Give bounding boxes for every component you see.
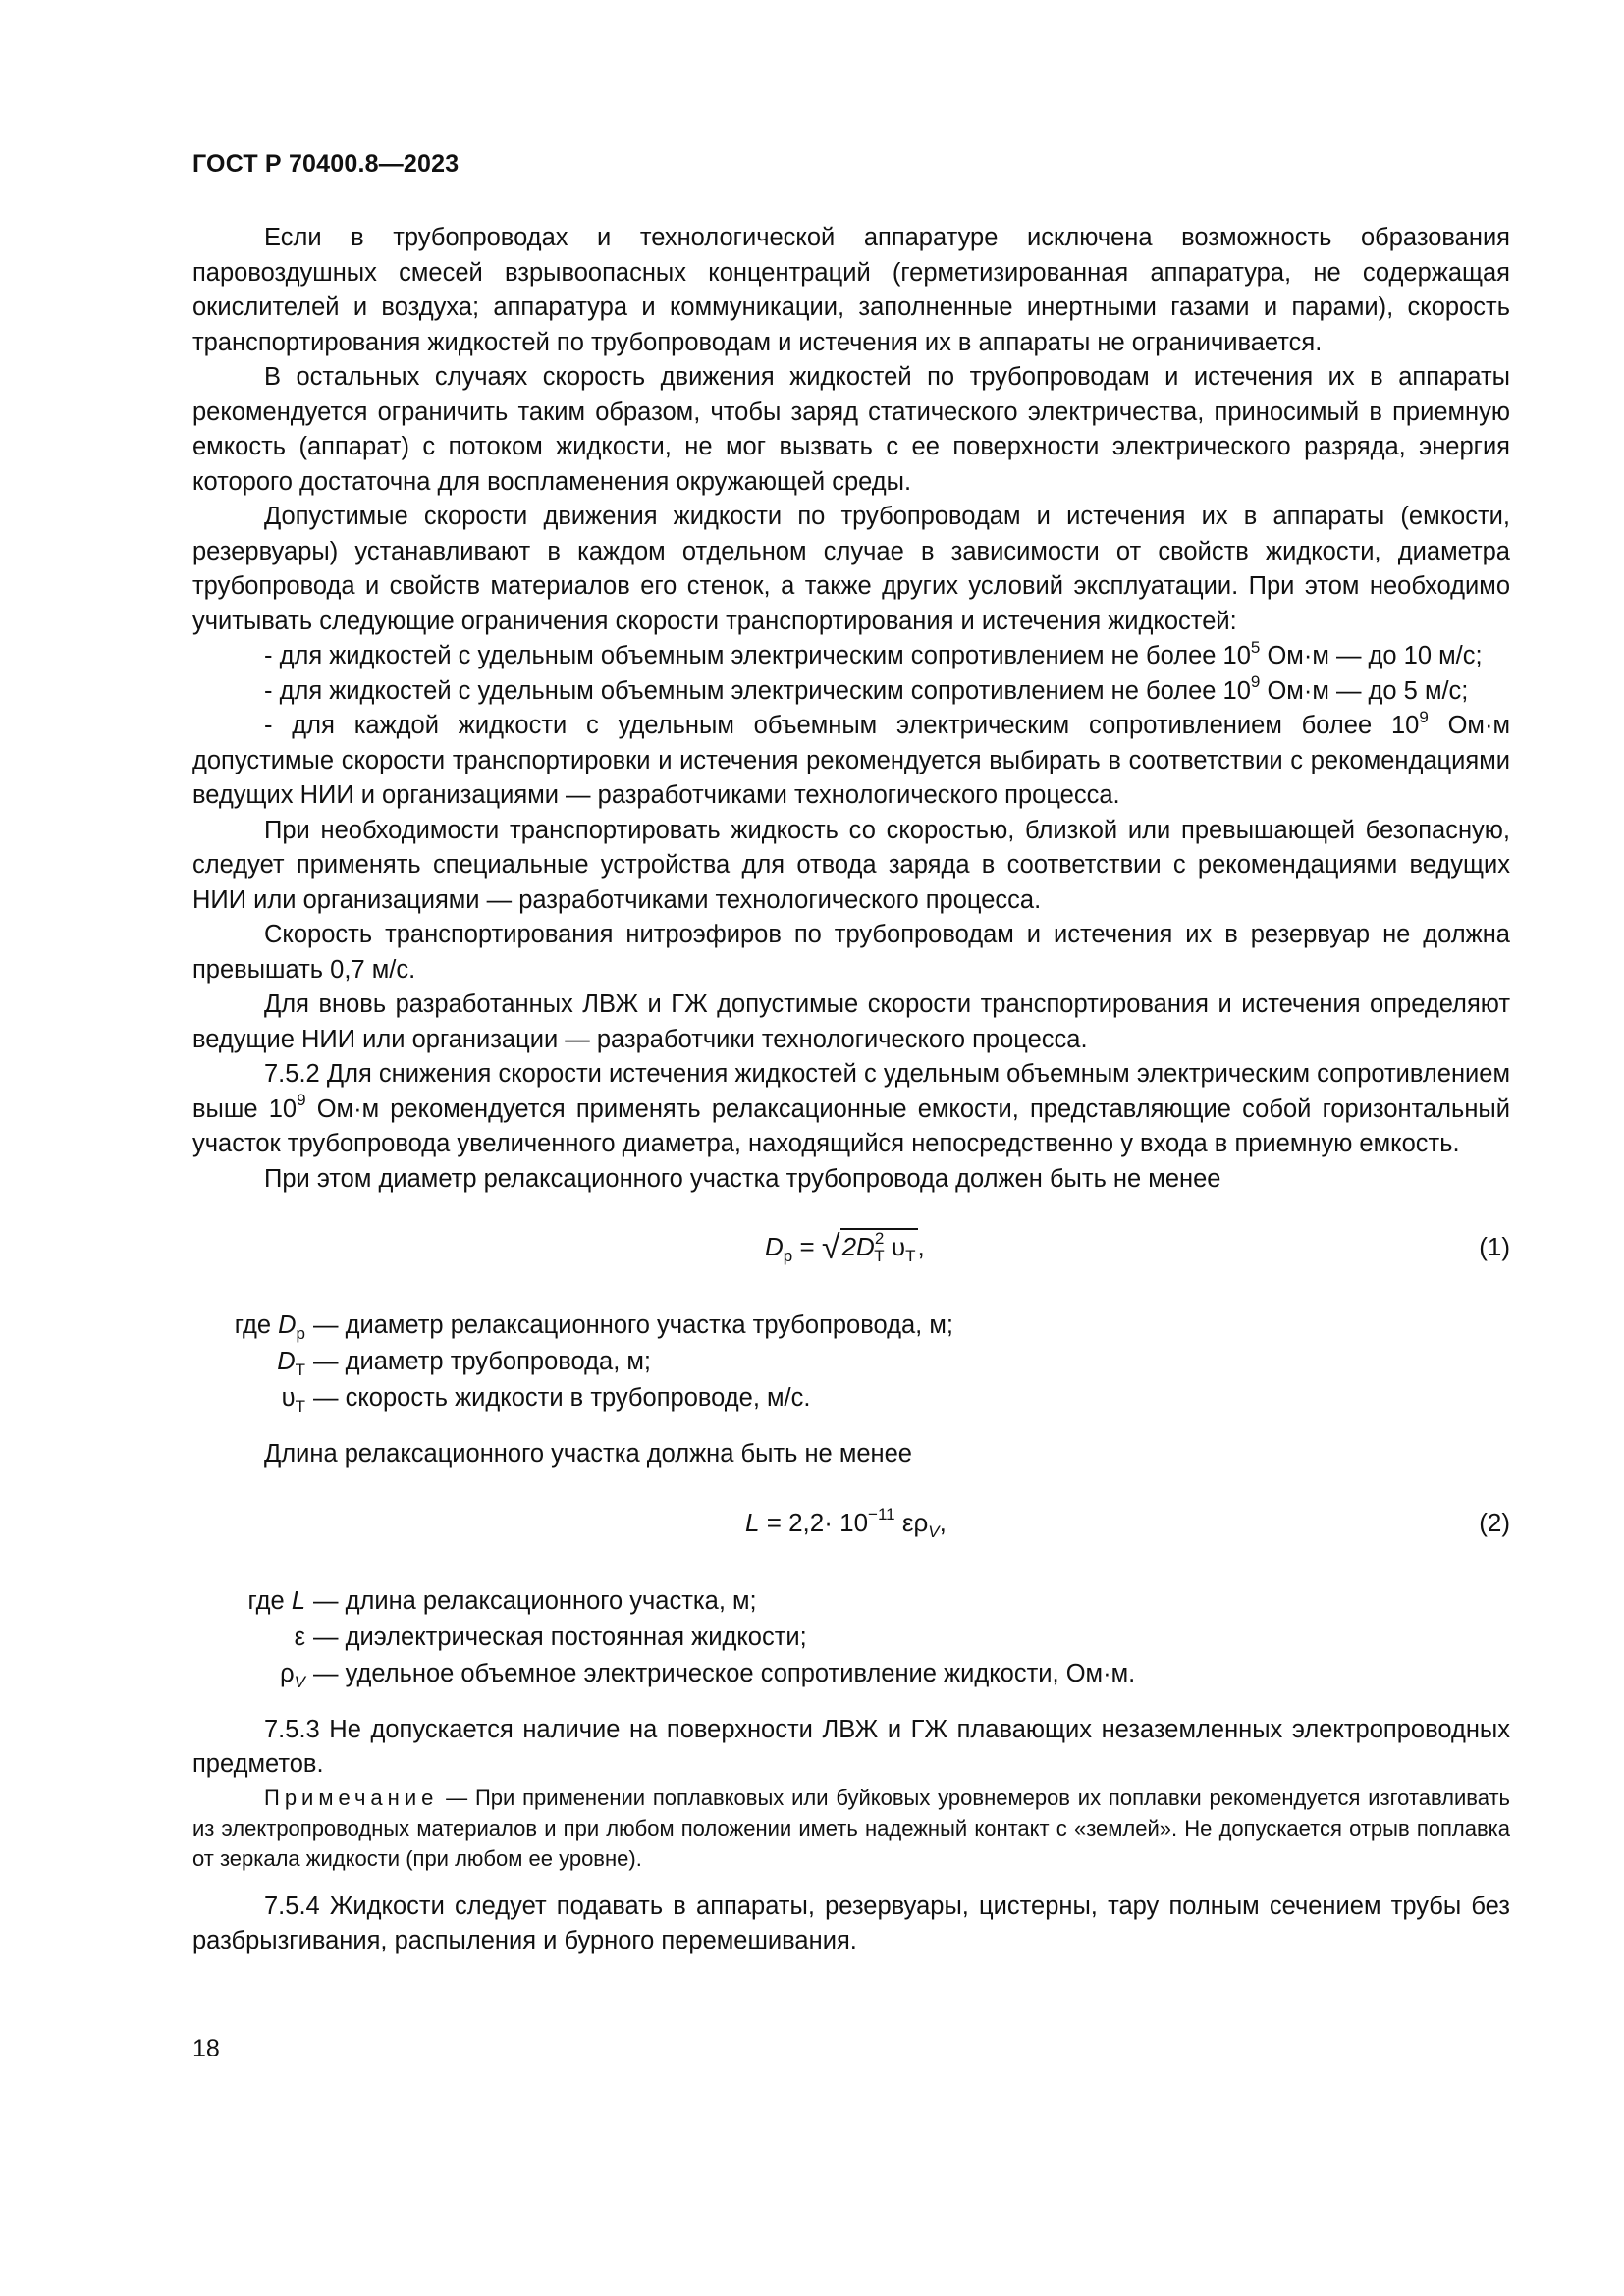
note (192, 1783, 1510, 1874)
paragraph: Допустимые скорости движения жидкости по трубопроводам и истечения их в аппараты (емкости, резервуары) устанавливают в каждом отдельном случае в зависимости от свойств жидкости, диаметра трубопровода и свойств материалов его стенок, а также других условий эксплуатации. При этом необходимо учитывать следующие ограничения скорости транспортирования и истечения жидкостей: (192, 503, 1510, 635)
formula-1 (192, 1218, 1510, 1289)
formula-operator: = 2,2· 10 (759, 1507, 869, 1537)
square-root-icon: √ (821, 1229, 840, 1266)
definitions-list-1 (192, 1308, 1510, 1417)
symbol-subscript: Т (295, 1397, 305, 1416)
formula-superscript: 2 (874, 1229, 885, 1249)
definition-symbol (192, 1657, 305, 1692)
formula-symbol: L (745, 1507, 760, 1537)
formula-number: (1) (1479, 1232, 1510, 1261)
definition-text: — удельное объемное электрическое сопротивление жидкости, Ом·м. (313, 1659, 1136, 1687)
symbol: D (277, 1348, 296, 1375)
formula-symbol: ερ (894, 1507, 929, 1537)
formula-operator: = (792, 1232, 822, 1261)
definition-row (192, 1345, 1510, 1381)
definition-row (192, 1621, 1510, 1657)
symbol-subscript (295, 1673, 305, 1691)
symbol: ρ (280, 1659, 295, 1687)
formula-subscript: Т (874, 1247, 885, 1266)
symbol-subscript: Т (295, 1361, 305, 1380)
document-header: ГОСТ Р 70400.8—2023 (192, 150, 460, 178)
symbol: ε (294, 1623, 305, 1651)
exponent: 9 (297, 1091, 306, 1109)
main-text (192, 221, 1510, 1959)
definition-text: — диаметр трубопровода, м; (313, 1348, 652, 1375)
definition-text: — длина релаксационного участка, м; (313, 1586, 757, 1615)
list-item (192, 709, 1510, 814)
definition-symbol (192, 1308, 305, 1344)
symbol: D (278, 1311, 297, 1339)
list-item (192, 639, 1510, 674)
list-item (192, 674, 1510, 710)
symbol-subscript: р (296, 1324, 305, 1344)
formula-symbol: υ (884, 1232, 906, 1261)
symbol: L (291, 1586, 305, 1615)
section-text-end: Ом·м рекомендуется применять релаксационные емкости, представляющие собой горизонтальный участок трубопровода увеличенного диаметра, находящийся непосредственно у входа в приемную емкость. (192, 1095, 1510, 1157)
definition-prefix: где (234, 1311, 279, 1339)
definition-text: — диэлектрическая постоянная жидкости; (313, 1623, 807, 1651)
paragraph: Скорость транспортирования нитроэфиров по трубопроводам и истечения их в резервуар не должна превышать 0,7 м/с. (192, 921, 1510, 984)
list-item-text-start: - для жидкостей с удельным объемным электрическим сопротивлением не более 10 (264, 642, 1251, 669)
note-label: Примечание (264, 1785, 439, 1810)
definition-row (192, 1381, 1510, 1417)
paragraph: В остальных случаях скорость движения жидкостей по трубопроводам и истечения их в аппараты рекомендуется ограничить таким образом, чтобы заряд статического электричества, приносимый в приемную емкость (аппарат) с потоком жидкости, не мог вызвать с ее поверхности электрического разряда, энергия которого достаточна для воспламенения окружающей среды. (192, 363, 1510, 496)
exponent: 9 (1250, 672, 1261, 691)
symbol: υ (281, 1384, 296, 1412)
symbol-subscript-text: V (294, 1672, 305, 1691)
spacer (192, 1417, 1510, 1437)
definition-row (192, 1308, 1510, 1345)
section-7-5-2 (192, 1057, 1510, 1162)
definition-symbol (192, 1345, 305, 1380)
definition-symbol (192, 1621, 305, 1656)
section-7-5-3: 7.5.3 Не допускается наличие на поверхности ЛВЖ и ГЖ плавающих незаземленных электропроводных предметов. (192, 1715, 1510, 1778)
formula-2-expression (745, 1506, 947, 1541)
formula-1-expression (765, 1230, 925, 1266)
definition-prefix: где (247, 1586, 292, 1615)
formula-subscript (928, 1522, 939, 1541)
formula-symbol: D (765, 1232, 784, 1261)
list-item-text-end: Ом·м — до 10 м/с; (1260, 642, 1483, 669)
paragraph: При необходимости транспортировать жидкость со скоростью, близкой или превышающей безопасную, следует применять специальные устройства для отвода заряда в соответствии с рекомендациями ведущих НИИ или организациями — разработчиками технологического процесса. (192, 816, 1510, 914)
formula-subscript-text: V (928, 1522, 940, 1541)
paragraph: Если в трубопроводах и технологической аппаратуре исключена возможность образования паровоздушных смесей взрывоопасных концентраций (герметизированная аппаратура, не содержащая окислителей и воздуха; аппаратура и коммуникации, заполненные инертными газами и парами), скорость транспортирования жидкостей по трубопроводам и истечения их в аппараты не ограничивается. (192, 224, 1510, 356)
spacer (192, 1693, 1510, 1713)
definition-text: — скорость жидкости в трубопроводе, м/с. (313, 1384, 811, 1412)
formula-symbol: 2D (841, 1232, 875, 1261)
definition-row (192, 1584, 1510, 1621)
page-number: 18 (192, 2035, 220, 2062)
list-item-text-end: Ом·м — до 5 м/с; (1260, 676, 1469, 705)
definition-symbol (192, 1584, 305, 1620)
formula-2 (192, 1494, 1510, 1565)
formula-punctuation: , (939, 1507, 947, 1537)
spacer (192, 1874, 1510, 1890)
note-text: — При применении поплавковых или буйковых уровнемеров их поплавки рекомендуется изготавливать из электропроводных материалов и при любом положении иметь надежный контакт с «землей». Не допускается отрыв поплавка от зеркала жидкости (при любом ее уровне). (192, 1785, 1510, 1871)
paragraph: При этом диаметр релаксационного участка трубопровода должен быть не менее (264, 1164, 1221, 1193)
definition-row (192, 1657, 1510, 1693)
section-text-start: 7.5.2 Для снижения скорости истечения жидкостей с удельным объемным электрическим сопротивлением выше 10 (192, 1060, 1510, 1123)
exponent: 9 (1419, 707, 1429, 726)
formula-subscript: Т (905, 1247, 916, 1266)
definition-symbol (192, 1381, 305, 1416)
list-item-text-end: Ом·м допустимые скорости транспортировки и истечения рекомендуется выбирать в соответствии с рекомендациями ведущих НИИ и организациями — разработчиками технологического процесса. (192, 712, 1510, 809)
paragraph: Для вновь разработанных ЛВЖ и ГЖ допустимые скорости транспортирования и истечения определяют ведущие НИИ или организации — разработчики технологического процесса. (192, 990, 1510, 1053)
paragraph: Длина релаксационного участка должна быть не менее (264, 1440, 912, 1468)
definitions-list-2 (192, 1584, 1510, 1693)
list-item-text-start: - для жидкостей с удельным объемным электрическим сопротивлением не более 10 (264, 676, 1251, 705)
radicand (840, 1228, 918, 1266)
list-item-text-start: - для каждой жидкости с удельным объемным электрическим сопротивлением более 10 (264, 712, 1420, 739)
formula-superscript: −11 (868, 1504, 895, 1523)
formula-number: (2) (1479, 1507, 1510, 1537)
definition-text: — диаметр релаксационного участка трубопровода, м; (313, 1311, 953, 1339)
section-7-5-4: 7.5.4 Жидкости следует подавать в аппараты, резервуары, цистерны, тару полным сечением трубы без разбрызгивания, распыления и бурного перемешивания. (192, 1892, 1510, 1954)
formula-punctuation: , (917, 1232, 925, 1261)
formula-subscript: р (783, 1247, 793, 1266)
exponent: 5 (1250, 637, 1261, 657)
